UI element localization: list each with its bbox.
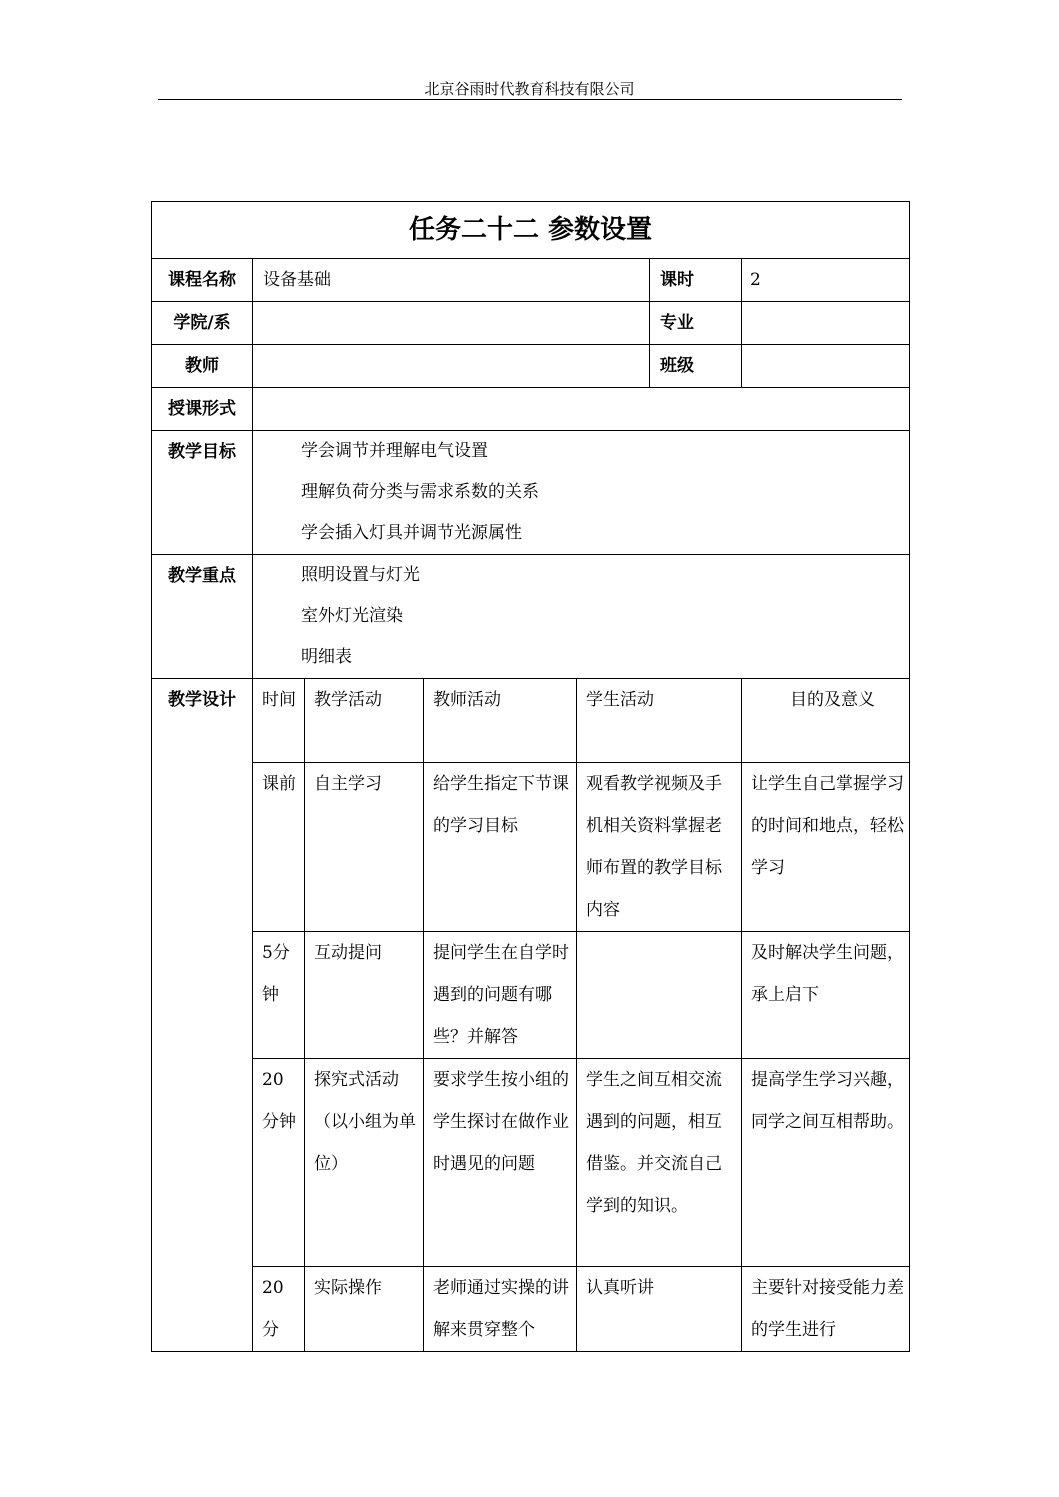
hours-label: 课时 <box>650 259 742 302</box>
table-row-time: 20分钟 <box>253 1059 305 1267</box>
design-header-student: 学生活动 <box>577 679 742 763</box>
lesson-plan-table <box>151 201 910 1352</box>
course-name-value: 设备基础 <box>253 259 650 302</box>
table-row-teacher: 给学生指定下节课的学习目标 <box>424 763 577 932</box>
hours-value: 2 <box>742 259 910 302</box>
table-row-time: 课前 <box>253 763 305 932</box>
keypoints-label: 教学重点 <box>152 555 253 679</box>
goal-item: 学会插入灯具并调节光源属性 <box>301 523 522 543</box>
design-header-teacher: 教师活动 <box>424 679 577 763</box>
college-label: 学院/系 <box>152 302 253 345</box>
page-header-company: 北京谷雨时代教育科技有限公司 <box>424 80 635 98</box>
table-row-teacher: 老师通过实操的讲解来贯穿整个 <box>424 1267 577 1352</box>
table-row-purpose: 及时解决学生问题，承上启下 <box>742 932 910 1059</box>
table-row-purpose: 让学生自己掌握学习的时间和地点，轻松学习 <box>742 763 910 932</box>
table-row-purpose: 主要针对接受能力差的学生进行 <box>742 1267 910 1352</box>
goals-label: 教学目标 <box>152 431 253 555</box>
keypoint-item: 照明设置与灯光 <box>301 565 420 585</box>
college-value <box>253 302 650 345</box>
course-name-label: 课程名称 <box>152 259 253 302</box>
class-value <box>742 345 910 388</box>
class-label: 班级 <box>650 345 742 388</box>
table-row-activity: 实际操作 <box>305 1267 424 1352</box>
table-row-teacher: 要求学生按小组的学生探讨在做作业时遇见的问题 <box>424 1059 577 1267</box>
major-label: 专业 <box>650 302 742 345</box>
teacher-label: 教师 <box>152 345 253 388</box>
teaching-form-label: 授课形式 <box>152 388 253 431</box>
document-title: 任务二十二 参数设置 <box>152 202 910 259</box>
design-header-activity: 教学活动 <box>305 679 424 763</box>
major-value <box>742 302 910 345</box>
table-row-student: 学生之间互相交流遇到的问题，相互借鉴。并交流自己学到的知识。 <box>577 1059 742 1267</box>
keypoints-list <box>253 555 910 679</box>
table-row-student <box>577 932 742 1059</box>
teacher-value <box>253 345 650 388</box>
goal-item: 学会调节并理解电气设置 <box>301 441 488 461</box>
keypoint-item: 明细表 <box>301 647 352 667</box>
keypoint-item: 室外灯光渲染 <box>301 606 403 626</box>
table-row-activity: 自主学习 <box>305 763 424 932</box>
goals-list <box>253 431 910 555</box>
table-row-student: 观看教学视频及手机相关资料掌握老师布置的教学目标内容 <box>577 763 742 932</box>
design-header-time: 时间 <box>253 679 305 763</box>
table-row-time: 20分 <box>253 1267 305 1352</box>
teaching-form-value <box>253 388 910 431</box>
table-row-teacher: 提问学生在自学时遇到的问题有哪些？并解答 <box>424 932 577 1059</box>
table-row-time: 5分钟 <box>253 932 305 1059</box>
header-divider <box>158 99 902 100</box>
table-row-student: 认真听讲 <box>577 1267 742 1352</box>
table-row-activity: 互动提问 <box>305 932 424 1059</box>
design-label: 教学设计 <box>152 679 253 1352</box>
design-header-purpose: 目的及意义 <box>742 679 910 763</box>
goal-item: 理解负荷分类与需求系数的关系 <box>301 482 539 502</box>
table-row-purpose: 提高学生学习兴趣，同学之间互相帮助。 <box>742 1059 910 1267</box>
table-row-activity: 探究式活动（以小组为单位） <box>305 1059 424 1267</box>
